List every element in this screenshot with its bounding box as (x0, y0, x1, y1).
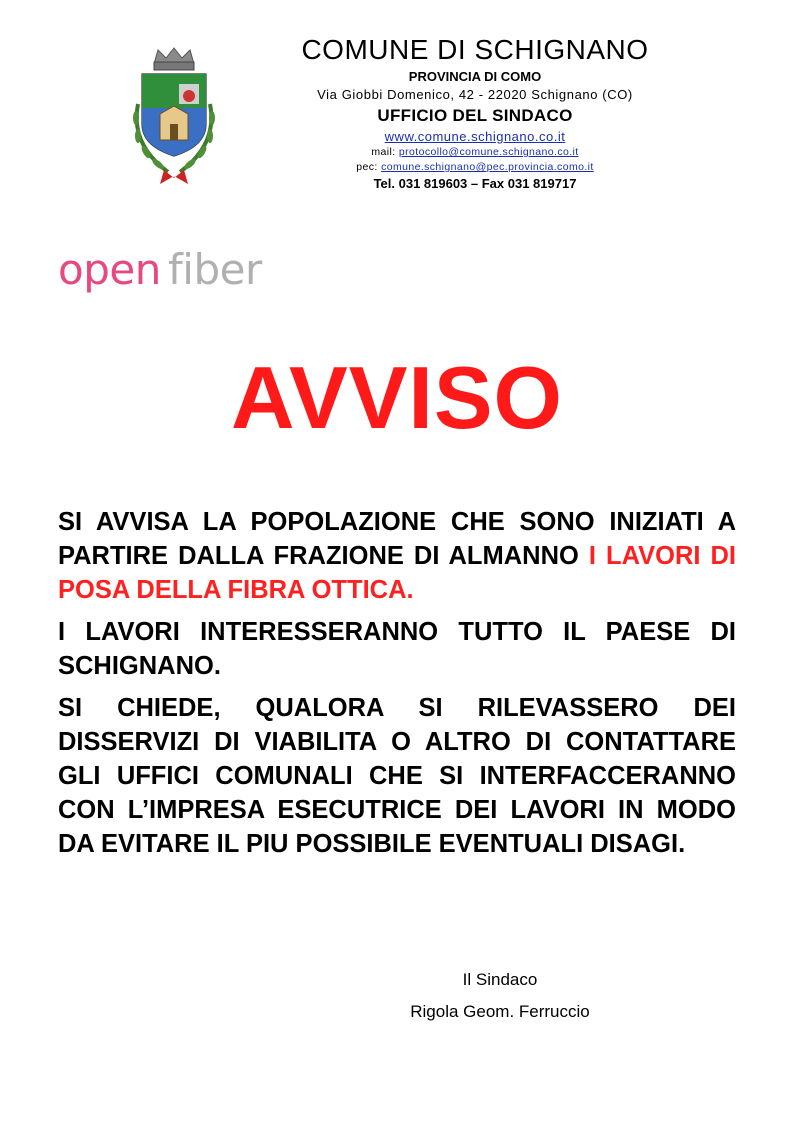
province-label: PROVINCIA DI COMO (408, 69, 542, 84)
municipal-crest-icon (128, 44, 220, 186)
mail-link[interactable]: protocollo@comune.schignano.co.it (398, 146, 579, 158)
phone-fax-line: Tel. 031 819603 – Fax 031 819717 (373, 176, 577, 191)
letterhead (270, 32, 680, 192)
notice-paragraph-1 (58, 505, 736, 607)
address-line: Via Giobbi Domenico, 42 - 22020 Schignano (CO) (317, 87, 633, 102)
signature-block (380, 964, 620, 1028)
mail-line (270, 145, 680, 160)
mail-label: mail: (371, 146, 396, 158)
signature-role: Il Sindaco (462, 970, 538, 989)
website-link[interactable]: www.comune.schignano.co.it (384, 129, 566, 144)
notice-p1-text: SI AVVISA LA POPOLAZIONE CHE SONO INIZIATI A PARTIRE DALLA FRAZIONE DI ALMANNO (58, 508, 736, 570)
pec-label: pec: (356, 161, 378, 173)
pec-link[interactable]: comune.schignano@pec.provincia.como.it (381, 161, 594, 173)
pec-line (270, 160, 680, 175)
notice-paragraph-2: I LAVORI INTERESSERANNO TUTTO IL PAESE DI SCHIGNANO. (58, 618, 736, 680)
svg-text:fiber: fiber (168, 246, 262, 294)
notice-paragraph-3: SI CHIEDE, QUALORA SI RILEVASSERO DEI DISSERVIZI DI VIABILITA O ALTRO DI CONTATTARE GLI UFFICI COMUNALI CHE SI INTERFACCERANNO CON L’IMPRESA ESECUTRICE DEI LAVORI IN MODO DA EVITARE IL PIU POSSIBILE EVENTUALI DISAGI. (58, 694, 736, 858)
notice-p1-highlight: I LAVORI DI POSA DELLA FIBRA OTTICA. (58, 542, 736, 604)
signature-name: Rigola Geom. Ferruccio (410, 1002, 590, 1021)
svg-text:open: open (58, 246, 161, 294)
office-label: UFFICIO DEL SINDACO (377, 106, 573, 125)
municipality-title: COMUNE DI SCHIGNANO (301, 34, 649, 65)
notice-title: AVVISO (230, 348, 563, 447)
notice-body (58, 505, 736, 869)
open-fiber-logo (58, 246, 298, 304)
